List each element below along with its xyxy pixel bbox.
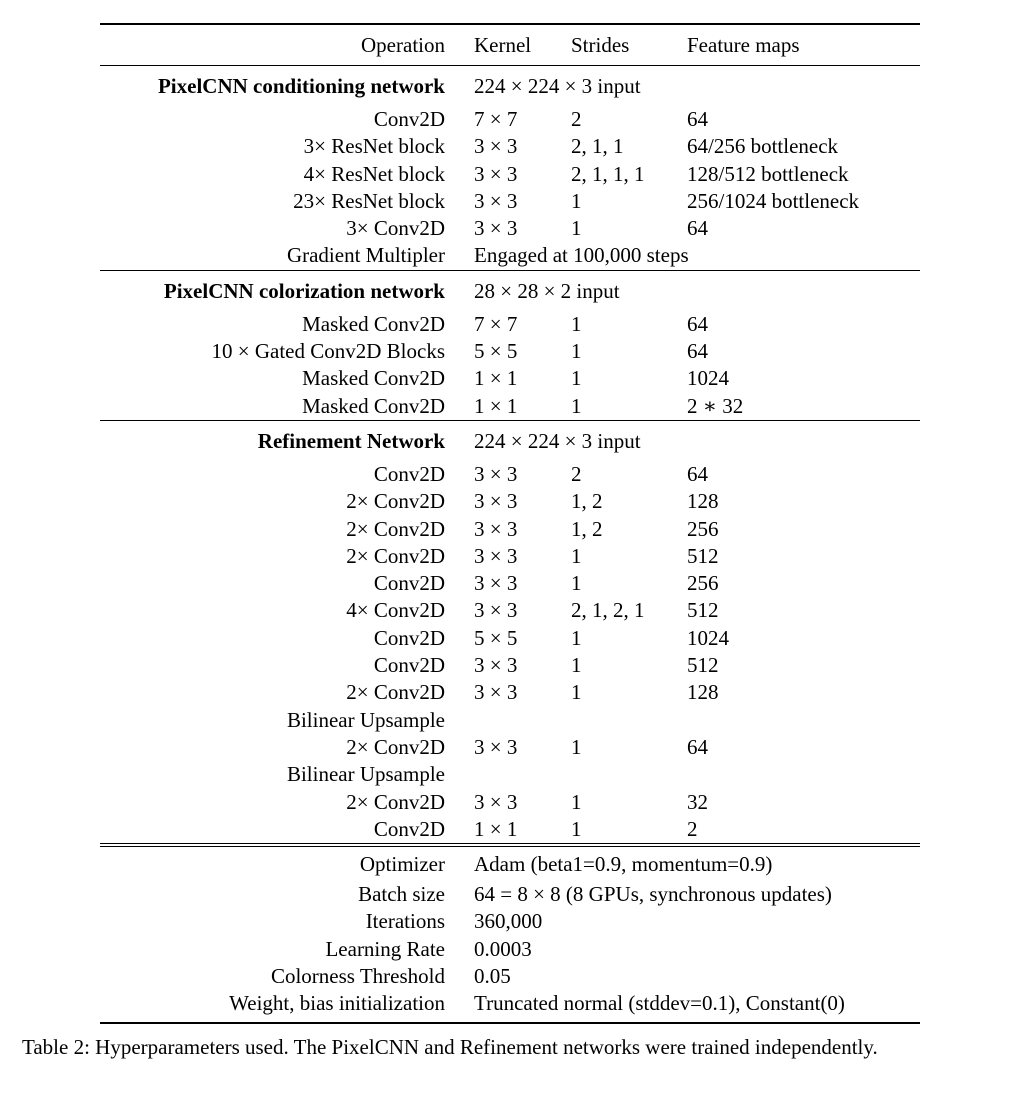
strides-cell: 1: [571, 816, 582, 841]
operation-cell: 2× Conv2D: [346, 543, 445, 568]
operation-cell: 10 × Gated Conv2D Blocks: [211, 339, 445, 364]
kernel-cell: [474, 761, 571, 788]
section-input: 224 × 224 × 3 input: [474, 74, 641, 98]
operation-cell: Masked Conv2D: [302, 366, 445, 391]
kernel-cell: 3 × 3: [474, 188, 518, 213]
strides-cell: 2, 1, 1, 1: [571, 161, 645, 186]
table-row: [100, 679, 920, 706]
operation-cell: Bilinear Upsample: [286, 762, 445, 787]
table-row: [100, 597, 920, 624]
hyperparam-row: [100, 908, 920, 935]
hyperparameter-table: [100, 23, 920, 1024]
gradient-multiplier-row: [100, 242, 920, 270]
strides-cell: 1: [571, 789, 582, 814]
kernel-cell: 3 × 3: [474, 489, 518, 514]
kernel-cell: 3 × 3: [474, 134, 518, 159]
feature-maps-cell: [687, 707, 920, 734]
kernel-cell: 3 × 3: [474, 734, 518, 759]
operation-cell: 4× ResNet block: [303, 161, 445, 186]
feature-maps-cell: 256: [687, 516, 719, 541]
table-row: [100, 393, 920, 421]
table-row: [100, 761, 920, 788]
table-row: [100, 625, 920, 652]
operation-cell: Masked Conv2D: [100, 393, 474, 421]
table-row: [100, 516, 920, 543]
strides-cell: [571, 707, 687, 734]
kernel-cell: 1 × 1: [474, 366, 518, 391]
strides-cell: 2, 1, 1: [571, 134, 624, 159]
feature-maps-cell: 64: [687, 107, 708, 131]
table-row: [100, 734, 920, 761]
kernel-cell: 3 × 3: [474, 216, 518, 241]
strides-cell: 1: [571, 680, 582, 705]
strides-cell: 1, 2: [571, 489, 603, 514]
table-row: [100, 461, 920, 488]
table-caption: Table 2: Hyperparameters used. The PixelCNN and Refinement networks were trained independently.: [22, 1035, 878, 1059]
operation-cell: 23× ResNet block: [293, 188, 445, 213]
hyperparam-row: [100, 990, 920, 1022]
feature-maps-cell: 512: [687, 598, 719, 623]
section-title: PixelCNN conditioning network: [157, 74, 445, 98]
strides-cell: 2: [571, 107, 582, 131]
operation-cell: 2× Conv2D: [346, 680, 445, 705]
hyperparam-value: 0.0003: [474, 936, 532, 961]
table-row: [100, 338, 920, 365]
feature-maps-cell: 64: [687, 216, 708, 241]
operation-cell: 2× Conv2D: [346, 516, 445, 541]
table-row: [100, 652, 920, 679]
hyperparam-label: Iterations: [365, 909, 445, 934]
hyperparam-value: 360,000: [474, 909, 543, 934]
feature-maps-cell: 128: [687, 489, 719, 514]
table-row: [100, 816, 920, 845]
table-row: [100, 106, 920, 133]
hyperparam-row: [100, 881, 920, 908]
operation-cell: Masked Conv2D: [302, 311, 445, 336]
strides-cell: [571, 761, 687, 788]
strides-cell: 1: [571, 625, 582, 650]
operation-cell: Bilinear Upsample: [286, 707, 445, 732]
kernel-cell: 3 × 3: [474, 789, 518, 814]
feature-maps-cell: 128/512 bottleneck: [687, 161, 849, 186]
operation-cell: 3× Conv2D: [346, 216, 445, 241]
table-row: [100, 311, 920, 338]
hyperparam-label: Colorness Threshold: [270, 964, 445, 989]
kernel-cell: 3 × 3: [474, 543, 518, 568]
table-row: [100, 707, 920, 734]
hyperparam-label: Batch size: [358, 882, 445, 907]
operation-cell: Conv2D: [373, 461, 445, 486]
feature-maps-cell: 32: [687, 789, 708, 814]
operation-cell: Conv2D: [373, 625, 445, 650]
table-row: [100, 133, 920, 160]
hyperparam-row: [100, 936, 920, 963]
operation-cell: Conv2D: [373, 653, 445, 678]
operation-cell: 2× Conv2D: [346, 734, 445, 759]
strides-cell: 1: [571, 311, 582, 336]
kernel-cell: 1 × 1: [474, 816, 518, 841]
strides-cell: 2: [571, 461, 582, 486]
feature-maps-cell: 2 ∗ 32: [687, 393, 920, 421]
table-row: [100, 215, 920, 242]
feature-maps-cell: 1024: [687, 366, 729, 391]
hyperparam-value: 64 = 8 × 8 (8 GPUs, synchronous updates): [474, 882, 832, 907]
kernel-cell: 3 × 3: [474, 161, 518, 186]
table-row: [100, 570, 920, 597]
gradient-label: Gradient Multipler: [100, 242, 474, 270]
hyperparameter-table-container: [100, 23, 920, 1024]
feature-maps-cell: 64: [687, 461, 708, 486]
header-operation: Operation: [100, 24, 474, 66]
kernel-cell: 5 × 5: [474, 339, 518, 364]
header-feature-maps: Feature maps: [687, 24, 920, 66]
hyperparam-label: Optimizer: [100, 845, 474, 881]
strides-cell: 1, 2: [571, 516, 603, 541]
feature-maps-cell: 256: [687, 571, 719, 596]
section-input: 28 × 28 × 2 input: [474, 278, 620, 303]
hyperparam-value: Adam (beta1=0.9, momentum=0.9): [474, 845, 920, 881]
operation-cell: Conv2D: [373, 107, 445, 131]
hyperparam-label: Learning Rate: [325, 936, 445, 961]
header-kernel: Kernel: [474, 24, 571, 66]
table-row: [100, 488, 920, 515]
kernel-cell: [474, 707, 571, 734]
hyperparam-row: [100, 845, 920, 881]
operation-cell: Conv2D: [373, 571, 445, 596]
kernel-cell: 1 × 1: [474, 393, 571, 421]
operation-cell: 2× Conv2D: [346, 489, 445, 514]
kernel-cell: 3 × 3: [474, 461, 518, 486]
feature-maps-cell: 512: [687, 653, 719, 678]
section-title: PixelCNN colorization network: [163, 278, 445, 303]
feature-maps-cell: 2: [687, 816, 698, 841]
strides-cell: 1: [571, 216, 582, 241]
kernel-cell: 7 × 7: [474, 107, 518, 131]
strides-cell: 1: [571, 339, 582, 364]
feature-maps-cell: 64: [687, 311, 708, 336]
header-strides: Strides: [571, 24, 687, 66]
kernel-cell: 3 × 3: [474, 680, 518, 705]
kernel-cell: 3 × 3: [474, 571, 518, 596]
section-header-row: [100, 420, 920, 461]
strides-cell: 1: [571, 543, 582, 568]
strides-cell: 1: [571, 188, 582, 213]
strides-cell: 1: [571, 571, 582, 596]
kernel-cell: 3 × 3: [474, 598, 518, 623]
strides-cell: 1: [571, 653, 582, 678]
table-row: [100, 188, 920, 215]
operation-cell: 2× Conv2D: [346, 789, 445, 814]
strides-cell: 2, 1, 2, 1: [571, 598, 645, 623]
table-row: [100, 161, 920, 188]
gradient-value: Engaged at 100,000 steps: [474, 242, 920, 270]
operation-cell: Conv2D: [373, 816, 445, 841]
operation-cell: 4× Conv2D: [346, 598, 445, 623]
feature-maps-cell: 128: [687, 680, 719, 705]
kernel-cell: 3 × 3: [474, 516, 518, 541]
feature-maps-cell: [687, 761, 920, 788]
strides-cell: 1: [571, 734, 582, 759]
feature-maps-cell: 64: [687, 339, 708, 364]
section-header-row: [100, 270, 920, 311]
feature-maps-cell: 512: [687, 543, 719, 568]
kernel-cell: 3 × 3: [474, 653, 518, 678]
feature-maps-cell: 1024: [687, 625, 729, 650]
feature-maps-cell: 64/256 bottleneck: [687, 134, 839, 159]
table-row: [100, 543, 920, 570]
kernel-cell: 7 × 7: [474, 311, 518, 336]
operation-cell: 3× ResNet block: [303, 134, 445, 159]
hyperparam-row: [100, 963, 920, 990]
strides-cell: 1: [571, 393, 687, 421]
section-header-row: [100, 66, 920, 107]
table-row: [100, 365, 920, 392]
table-row: [100, 789, 920, 816]
section-input: 224 × 224 × 3 input: [474, 428, 641, 453]
feature-maps-cell: 256/1024 bottleneck: [687, 188, 860, 213]
strides-cell: 1: [571, 366, 582, 391]
kernel-cell: 5 × 5: [474, 625, 518, 650]
hyperparam-value: 0.05: [474, 964, 511, 989]
table-header-row: [100, 24, 920, 66]
feature-maps-cell: 64: [687, 734, 708, 759]
hyperparam-label: Weight, bias initialization: [100, 990, 474, 1022]
hyperparam-value: Truncated normal (stddev=0.1), Constant(0): [474, 990, 920, 1022]
section-title: Refinement Network: [257, 428, 445, 453]
